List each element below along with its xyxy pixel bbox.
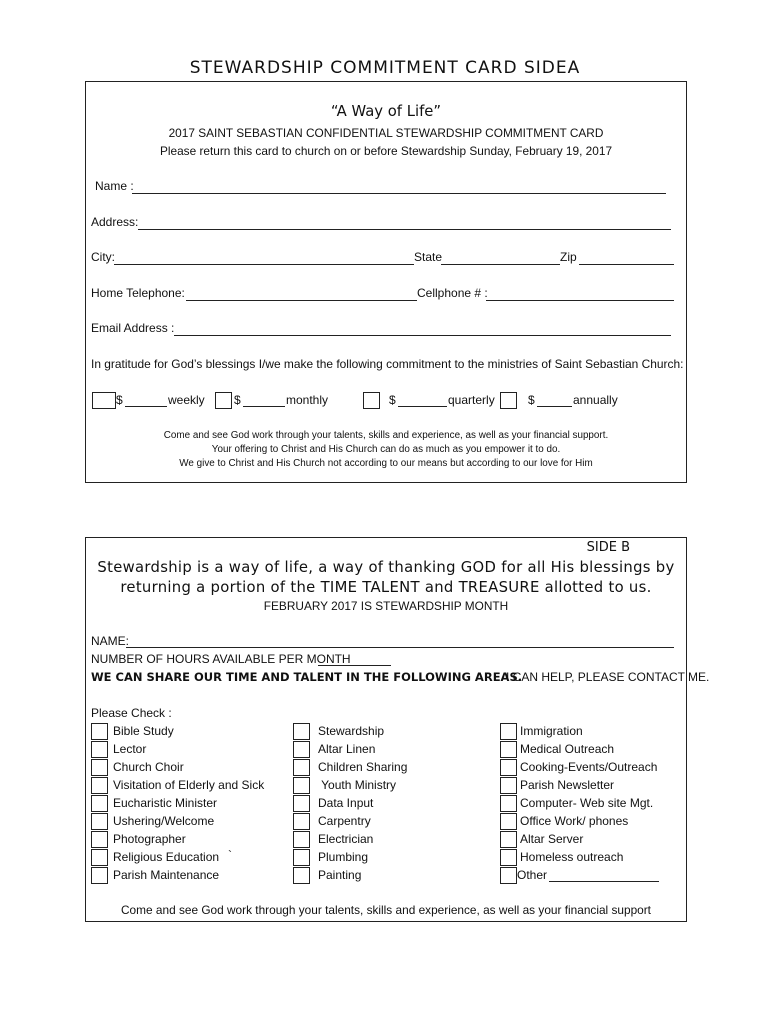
checkbox-painting[interactable] xyxy=(293,867,310,884)
label-youth-ministry: Youth Ministry xyxy=(318,778,397,792)
label-photographer: Photographer xyxy=(113,832,186,846)
label-homeless-outreach: Homeless outreach xyxy=(520,850,624,864)
label-altar-server: Altar Server xyxy=(520,832,584,846)
label-data-input: Data Input xyxy=(318,796,374,810)
checkbox-carpentry[interactable] xyxy=(293,813,310,830)
side-b-footer: Come and see God work through your talents, skills and experience, as well as your financial support xyxy=(121,903,651,917)
gratitude-statement: In gratitude for God’s blessings I/we make the following commitment to the ministries of Saint Sebastian Church: xyxy=(91,357,684,371)
checkbox-ushering[interactable] xyxy=(91,813,108,830)
monthly-label: monthly xyxy=(286,393,329,407)
label-religious-education: Religious Education xyxy=(113,850,220,864)
annually-checkbox[interactable] xyxy=(500,392,517,409)
home-phone-label: Home Telephone: xyxy=(91,286,185,300)
checkbox-homeless-outreach[interactable] xyxy=(500,849,517,866)
name-field[interactable] xyxy=(132,193,666,194)
checkbox-youth-ministry[interactable] xyxy=(293,777,310,794)
label-parish-maintenance: Parish Maintenance xyxy=(113,868,220,882)
cellphone-field[interactable] xyxy=(486,300,674,301)
quarterly-label: quarterly xyxy=(448,393,495,407)
checkbox-plumbing[interactable] xyxy=(293,849,310,866)
quarterly-amount[interactable] xyxy=(398,406,447,407)
quarterly-checkbox[interactable] xyxy=(363,392,380,409)
label-ushering: Ushering/Welcome xyxy=(113,814,215,828)
label-immigration: Immigration xyxy=(520,724,583,738)
city-field[interactable] xyxy=(114,264,414,265)
label-cooking-events: Cooking-Events/Outreach xyxy=(520,760,658,774)
label-web-site: Computer- Web site Mgt. xyxy=(520,796,654,810)
side-b-heading-line-2: returning a portion of the TIME TALENT and TREASURE allotted to us. xyxy=(120,578,652,596)
name-label: Name : xyxy=(95,179,134,193)
page-title: STEWARDSHIP COMMITMENT CARD SIDEA xyxy=(189,58,581,78)
label-eucharistic-minister: Eucharistic Minister xyxy=(113,796,218,810)
label-visitation: Visitation of Elderly and Sick xyxy=(113,778,265,792)
side-a-card xyxy=(85,81,687,483)
side-a-footer-line-1: Come and see God work through your talents, skills and experience, as well as your financial support. xyxy=(163,430,609,441)
checkbox-church-choir[interactable] xyxy=(91,759,108,776)
please-check-label: Please Check : xyxy=(91,706,172,720)
side-b-name-field[interactable] xyxy=(126,647,674,648)
side-b-card xyxy=(85,537,710,922)
side-b-name-label: NAME: xyxy=(91,634,130,648)
checkbox-cooking-events[interactable] xyxy=(500,759,517,776)
side-a-footer-line-2: Your offering to Christ and His Church can do as much as you empower it to do. xyxy=(211,444,561,455)
annually-label: annually xyxy=(573,393,618,407)
side-a-return-note: Please return this card to church on or before Stewardship Sunday, February 19, 2017 xyxy=(159,144,613,158)
home-phone-field[interactable] xyxy=(186,300,417,301)
label-office-work: Office Work/ phones xyxy=(520,814,629,828)
monthly-checkbox[interactable] xyxy=(215,392,232,409)
label-medical-outreach: Medical Outreach xyxy=(520,742,615,756)
checkbox-other[interactable] xyxy=(500,867,517,884)
weekly-label: weekly xyxy=(168,393,205,407)
checkbox-immigration[interactable] xyxy=(500,723,517,740)
address-field[interactable] xyxy=(138,229,671,230)
help-contact-label: I CAN HELP, PLEASE CONTACT ME. xyxy=(506,670,710,684)
checkbox-medical-outreach[interactable] xyxy=(500,741,517,758)
checkbox-office-work[interactable] xyxy=(500,813,517,830)
quarterly-dollar: $ xyxy=(389,393,396,407)
annually-amount[interactable] xyxy=(537,406,572,407)
cellphone-label: Cellphone # : xyxy=(417,286,488,300)
share-areas-label: WE CAN SHARE OUR TIME AND TALENT IN THE FOLLOWING AREAS. xyxy=(91,670,523,684)
email-label: Email Address : xyxy=(91,321,175,335)
monthly-amount[interactable] xyxy=(243,406,285,407)
label-parish-newsletter: Parish Newsletter xyxy=(520,778,615,792)
checkbox-religious-education[interactable] xyxy=(91,849,108,866)
label-church-choir: Church Choir xyxy=(113,760,184,774)
weekly-dollar: $ xyxy=(116,393,123,407)
label-carpentry: Carpentry xyxy=(318,814,371,828)
checkbox-parish-newsletter[interactable] xyxy=(500,777,517,794)
checkbox-lector[interactable] xyxy=(91,741,108,758)
checkbox-altar-linen[interactable] xyxy=(293,741,310,758)
label-children-sharing: Children Sharing xyxy=(318,760,408,774)
label-bible-study: Bible Study xyxy=(113,724,174,738)
checkbox-photographer[interactable] xyxy=(91,831,108,848)
label-other: Other xyxy=(517,868,548,882)
checkbox-stewardship[interactable] xyxy=(293,723,310,740)
checkbox-data-input[interactable] xyxy=(293,795,310,812)
hours-label: NUMBER OF HOURS AVAILABLE PER MONTH xyxy=(91,652,351,666)
side-b-heading-line-1: Stewardship is a way of life, a way of thanking GOD for all His blessings by xyxy=(97,558,675,576)
address-label: Address: xyxy=(91,215,139,229)
checkbox-bible-study[interactable] xyxy=(91,723,108,740)
state-field[interactable] xyxy=(441,264,560,265)
label-electrician: Electrician xyxy=(318,832,374,846)
side-a-heading: “A Way of Life” xyxy=(330,102,442,120)
side-a-subheading: 2017 SAINT SEBASTIAN CONFIDENTIAL STEWARDSHIP COMMITMENT CARD xyxy=(168,126,604,140)
label-lector: Lector xyxy=(113,742,147,756)
zip-field[interactable] xyxy=(579,264,674,265)
email-field[interactable] xyxy=(174,335,671,336)
checkbox-children-sharing[interactable] xyxy=(293,759,310,776)
stray-mark: ` xyxy=(228,848,232,862)
checkbox-altar-server[interactable] xyxy=(500,831,517,848)
hours-field[interactable] xyxy=(318,665,391,666)
annually-dollar: $ xyxy=(528,393,535,407)
weekly-amount[interactable] xyxy=(125,406,167,407)
label-stewardship: Stewardship xyxy=(318,724,385,738)
checkbox-parish-maintenance[interactable] xyxy=(91,867,108,884)
label-painting: Painting xyxy=(318,868,362,882)
checkbox-visitation[interactable] xyxy=(91,777,108,794)
label-plumbing: Plumbing xyxy=(318,850,369,864)
label-altar-linen: Altar Linen xyxy=(318,742,376,756)
side-a-footer-line-3: We give to Christ and His Church not according to our means but according to our love for Him xyxy=(179,458,593,469)
weekly-checkbox[interactable] xyxy=(92,392,116,409)
side-b-label: SIDE B xyxy=(586,540,630,555)
checkbox-eucharistic-minister[interactable] xyxy=(91,795,108,812)
other-field[interactable] xyxy=(549,881,659,882)
city-label: City: xyxy=(91,250,115,264)
state-label: State xyxy=(414,250,443,264)
zip-label: Zip xyxy=(560,250,577,264)
monthly-dollar: $ xyxy=(234,393,241,407)
side-b-month-note: FEBRUARY 2017 IS STEWARDSHIP MONTH xyxy=(263,599,509,613)
checkbox-electrician[interactable] xyxy=(293,831,310,848)
checkbox-web-site[interactable] xyxy=(500,795,517,812)
